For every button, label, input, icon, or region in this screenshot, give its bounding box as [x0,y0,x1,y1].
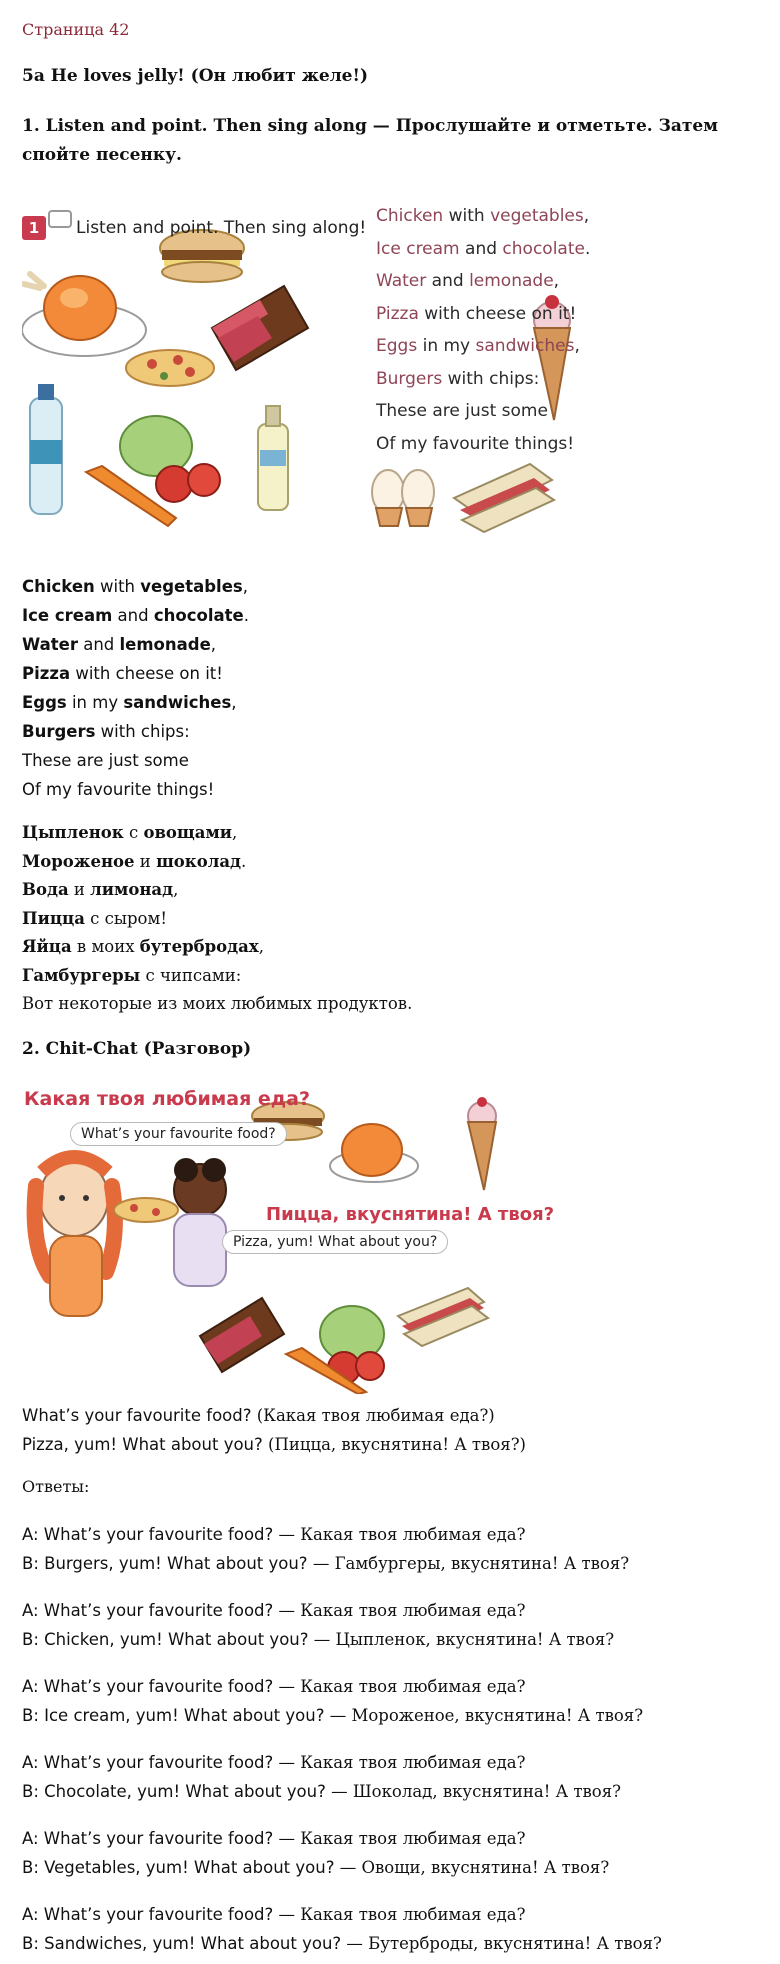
line-english: B: Chicken, yum! What about you? [22,1630,309,1649]
picture-song-lyrics [376,200,590,460]
line-english: A: What’s your favourite food? [22,1525,274,1544]
song-keyword: Burgers [22,722,96,741]
line-russian: — Какая твоя любимая еда? [273,1753,526,1772]
dialog-block [22,1596,614,1654]
dialog-line-b [22,1853,609,1882]
song-line [22,819,412,848]
line-english: What’s your favourite food? [22,1406,252,1425]
dialog-line-b [22,1625,614,1654]
song-keyword: Water [22,635,78,654]
song-text: These are just some [22,751,189,770]
song-line [22,848,412,877]
pizza-icon [114,1198,178,1222]
girl-icon [35,1157,115,1316]
chit-chat-lines [22,1401,526,1459]
answer-russian: Пицца, вкуснятина! А твоя? [266,1204,555,1225]
song-word: chocolate [502,238,585,259]
eggs-icon [372,470,434,526]
song-keyword: бутербродах [139,937,259,956]
dialog-line-b [22,1777,621,1806]
picture-song-line [376,265,590,298]
song-text: with chips: [95,722,190,741]
chicken-icon [330,1124,418,1182]
song-line [22,876,412,905]
song-keyword: lemonade [119,635,211,654]
line-english: B: Vegetables, yum! What about you? [22,1858,335,1877]
song-keyword: Яйца [22,937,72,956]
song-line [22,933,412,962]
chit-chat-line [22,1430,526,1459]
song-keyword: Цыпленок [22,823,124,842]
dialog-block [22,1672,643,1730]
exercise-1-title: 1. Listen and point. Then sing along — Прослушайте и отметьте. Затем спойте песенку. [22,116,718,165]
song-keyword: шоколад [156,851,242,871]
line-english: A: What’s your favourite food? [22,1829,274,1848]
dialog-block [22,1520,629,1578]
exercise-2-title: 2. Chit-Chat (Разговор) [22,1039,252,1059]
song-punct: , [232,823,238,842]
song-word: Burgers [376,368,443,389]
song-text: Of my favourite things! [376,433,575,454]
line-english: A: What’s your favourite food? [22,1601,274,1620]
line-english: B: Sandwiches, yum! What about you? [22,1934,342,1953]
chit-chat-line [22,1401,526,1430]
dialog-line-b [22,1929,662,1958]
line-english: B: Chocolate, yum! What about you? [22,1782,326,1801]
line-russian: — Какая твоя любимая еда? [273,1677,526,1696]
ice-cream-icon [468,1097,496,1190]
song-punct: , [231,693,237,712]
dialog-block [22,1900,662,1958]
song-keyword: Eggs [22,693,67,712]
line-russian: — Мороженое, вкуснятина! А твоя? [324,1706,644,1725]
line-russian: — Цыпленок, вкуснятина! А твоя? [308,1630,615,1649]
line-english: A: What’s your favourite food? [22,1753,274,1772]
picture-song-line [376,298,590,331]
song-text: in my [66,693,124,712]
song-line [22,746,249,775]
picture-song-line [376,233,590,266]
dialog-line-b [22,1549,629,1578]
song-illustration [22,178,622,550]
song-line [22,688,249,717]
song-russian [22,819,412,1019]
song-word: sandwiches [475,336,575,356]
song-text: в моих [71,937,140,956]
picture-song-line [376,200,590,233]
line-russian: — Бутерброды, вкуснятина! А твоя? [341,1934,662,1953]
song-text: и [68,880,91,899]
sandwich-icon [454,464,554,532]
song-line [22,601,249,630]
song-text: Вот некоторые из моих любимых продуктов. [22,994,413,1013]
exercise-number-badge: 1 [22,216,46,240]
song-text: с сыром! [84,908,167,928]
line-russian: — Шоколад, вкуснятина! А твоя? [325,1782,621,1801]
song-keyword: Гамбургеры [22,965,141,985]
song-line [22,775,249,804]
song-text: These are just some [376,401,548,421]
picture-song-line [376,363,590,396]
song-keyword: Chicken [22,577,95,596]
song-text: with cheese on it! [70,664,223,683]
song-keyword: sandwiches [123,693,232,712]
song-keyword: Пицца [22,908,85,928]
song-text: and [426,271,470,291]
line-russian: — Гамбургеры, вкуснятина! А твоя? [307,1554,630,1573]
song-line [22,659,249,688]
lemonade-bottle-icon [258,406,288,510]
boy-icon [174,1158,226,1286]
page-number: Страница 42 [22,20,130,39]
line-russian: (Пицца, вкуснятина! А твоя?) [262,1435,526,1454]
dialog-block [22,1824,609,1882]
dialog-line-a [22,1520,629,1549]
line-russian: — Какая твоя любимая еда? [273,1905,526,1924]
song-line [22,630,249,659]
dialog-line-a [22,1672,643,1701]
song-text: in my [417,336,476,356]
song-english [22,572,249,804]
song-text: with chips: [442,368,540,389]
song-text: and [459,238,503,259]
vegetables-icon [286,1306,384,1394]
chocolate-icon [212,286,308,370]
song-word: lemonade [469,271,554,291]
pizza-icon [126,350,214,386]
vegetables-icon [86,416,220,526]
song-punct: , [173,880,179,899]
answers-label: Ответы: [22,1477,90,1496]
line-russian: — Какая твоя любимая еда? [273,1525,526,1544]
song-text: with [94,577,141,596]
dialog-line-a [22,1596,614,1625]
dialog-line-a [22,1900,662,1929]
song-word: Water [376,271,427,291]
line-english: B: Ice cream, yum! What about you? [22,1706,325,1725]
song-text: with [443,206,491,226]
song-punct: . [241,851,247,871]
song-keyword: Pizza [22,664,71,683]
song-text: и [134,851,157,871]
song-word: Pizza [376,303,419,324]
answer-speech-bubble: Pizza, yum! What about you? [222,1230,448,1254]
water-bottle-icon [30,384,62,514]
chocolate-icon [200,1298,284,1372]
song-keyword: овощами [143,823,233,842]
song-punct: , [258,937,264,956]
picture-song-line [376,330,590,363]
song-line [22,905,412,934]
song-keyword: chocolate [153,606,244,625]
song-text: с чипсами: [140,965,242,985]
song-word: Eggs [376,336,418,356]
dialog-block [22,1748,621,1806]
song-line [22,717,249,746]
song-word: vegetables [490,206,584,226]
song-punct: , [210,635,217,654]
picture-song-line [376,428,590,461]
chit-chat-illustration [22,1086,602,1394]
song-punct: , [553,271,560,291]
song-line [22,962,412,991]
sandwich-icon [398,1288,488,1346]
song-line [22,572,249,601]
question-speech-bubble: What’s your favourite food? [70,1122,287,1146]
song-word: Chicken [376,206,444,226]
song-keyword: лимонад [90,880,174,899]
song-word: Ice cream [376,238,460,259]
dialog-line-a [22,1824,609,1853]
song-punct: , [242,577,248,596]
picture-heading: Listen and point. Then sing along! [76,218,367,238]
song-punct: , [574,336,580,356]
song-text: with cheese on it! [418,303,577,324]
song-text: and [112,606,154,625]
song-punct: . [243,606,249,625]
line-english: A: What’s your favourite food? [22,1905,274,1924]
line-russian: — Какая твоя любимая еда? [273,1829,526,1848]
line-russian: (Какая твоя любимая еда?) [251,1406,495,1425]
song-keyword: Ice cream [22,606,113,625]
line-russian: — Какая твоя любимая еда? [273,1601,526,1620]
line-english: A: What’s your favourite food? [22,1677,274,1696]
dialog-line-b [22,1701,643,1730]
song-line [22,990,412,1019]
song-text: с [123,823,144,842]
chicken-icon [22,274,146,356]
picture-song-line [376,395,590,428]
question-russian: Какая твоя любимая еда? [24,1088,310,1110]
song-text: Of my favourite things! [22,780,215,799]
line-english: B: Burgers, yum! What about you? [22,1554,308,1573]
dialog-line-a [22,1748,621,1777]
song-punct: . [584,238,591,259]
song-punct: , [583,206,590,226]
song-keyword: Мороженое [22,851,135,871]
audio-icon [48,210,72,228]
song-text: and [77,635,120,654]
song-keyword: vegetables [140,577,243,596]
line-russian: — Овощи, вкуснятина! А твоя? [334,1858,610,1877]
song-keyword: Вода [22,880,69,899]
line-english: Pizza, yum! What about you? [22,1435,263,1454]
lesson-title: 5a He loves jelly! (Он любит желе!) [22,66,369,86]
